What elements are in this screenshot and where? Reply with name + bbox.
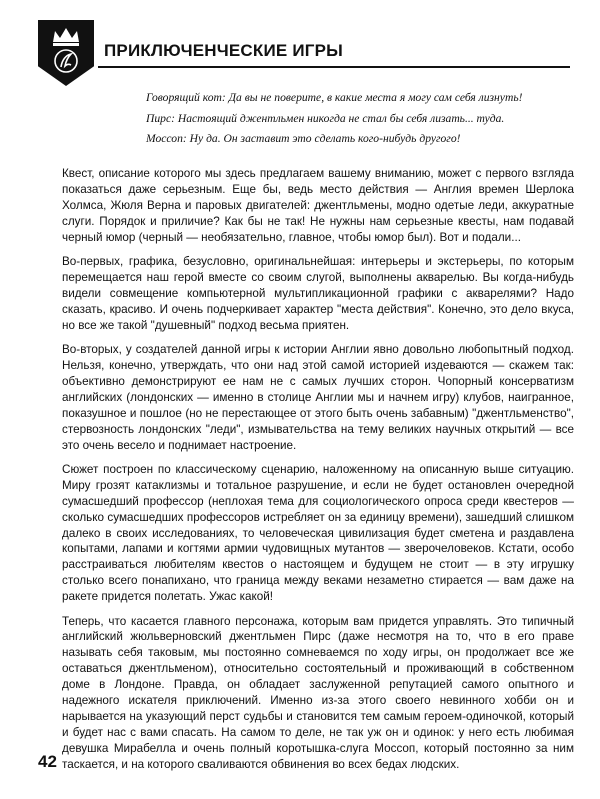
epigraph-line: Говорящий кот: Да вы не поверите, в какие места я могу сам себя лизнуть! <box>146 91 523 104</box>
crown-icon <box>38 20 94 86</box>
section-title: ПРИКЛЮЧЕНЧЕСКИЕ ИГРЫ <box>104 41 344 60</box>
paragraph: Теперь, что касается главного персонажа, которым вам придется управлять. Это типичный английский жюльверновский джентльмен Пирс (даже несмотря на то, что в его праве называть себя таковым, мы постоянно сомневаемся по ходу игры, он продолжает все же оставаться джентльменом), относительно состоятельный и проживающий в собственном доме в Лондоне. Правда, он обладает заслуженной репутацией самого опытного и надежного искателя приключений. Именно из-за этого своего невинного хобби он и нарывается на указующий перст судьбы и становится тем самым героем-одиночкой, который и будет нас с вами спасать. На самом то деле, не так уж он и одинок: у него есть любимая девушка Мирабелла и очень полный коротышка-слуга Моссоп, который постоянно за ним таскается, и на которого сваливаются обвинения во всех бедах людских. <box>62 614 574 771</box>
header-divider <box>98 66 570 68</box>
page-header <box>38 20 570 86</box>
epigraph-line: Моссоп: Ну да. Он заставит это сделать кого-нибудь другого! <box>146 132 461 145</box>
epigraph-line: Пирс: Настоящий джентльмен никогда не стал бы себя лизать... туда. <box>146 111 505 125</box>
paragraph: Во-вторых, у создателей данной игры к истории Англии явно довольно любопытный подход. Нельзя, конечно, утверждать, что они над этой самой историей издеваются — скажем так: объективно демонстрируют ее нам не с самых лучших сторон. Чопорный консерватизм английских (лондонских — именно в столице Англии мы и начнем игру) клубов, наигранное, показушное и пошлое (но не перестающее от этого быть очень забавным) "джентльменство", стервозность лондонских "леди", измывательства на тему великих научных открытий — все это очень весело и поднимает настроение. <box>62 343 574 452</box>
paragraph: Квест, описание которого мы здесь предлагаем вашему вниманию, может с первого взгляда показаться даже серьезным. Еще бы, ведь место действия — Англия времен Шерлока Холмса, Жюля Верна и паровых двигателей: джентльмены, модно одетые леди, аккуратные слуги. Порядок и приличие? Как бы не так! Не нужны нам серьезные квесты, нам подавай черный юмор (черный — необязательно, главное, чтобы юмор был). Вот и подали... <box>62 167 574 244</box>
epigraph <box>146 88 586 150</box>
crown-shield-emblem <box>38 20 94 86</box>
paragraph: Сюжет построен по классическому сценарию, наложенному на описанную выше ситуацию. Миру грозят катаклизмы и тотальное разрушение, и если не будет остановлен очередной сумасшедший профессор (неплохая тема для социологического опроса среди квестеров — сколько сумасшедших профессоров истребляет он за единицу времени), зашедший слишком далеко в своих исследованиях, то человеческая цивилизация будет сметена и раздавлена копытами, лапами и когтями армии чудовищных мутантов — зверочеловеков. Кстати, особо расстраиваться любителям квестов о настоящем и будущем не стоит — в эту игрушку столько всего понапихано, что граница между веками незаметно стирается — вам даже на ракете придется полетать. Ужас какой! <box>62 462 574 604</box>
paragraph: Во-первых, графика, безусловно, оригинальнейшая: интерьеры и экстерьеры, по которым перемещается наш герой вместе со своим слугой, выполнены акварелью. Вы когда-нибудь видели совмещение компьютерной мультипликационной графики с акварелями? Надо сказать, красиво. И очень подчеркивает характер "места действия". Конечно, это дело вкуса, но все же такой "душевный" подход весьма приятен. <box>62 255 574 332</box>
page-number: 42 <box>38 752 57 771</box>
article-body <box>62 166 574 781</box>
